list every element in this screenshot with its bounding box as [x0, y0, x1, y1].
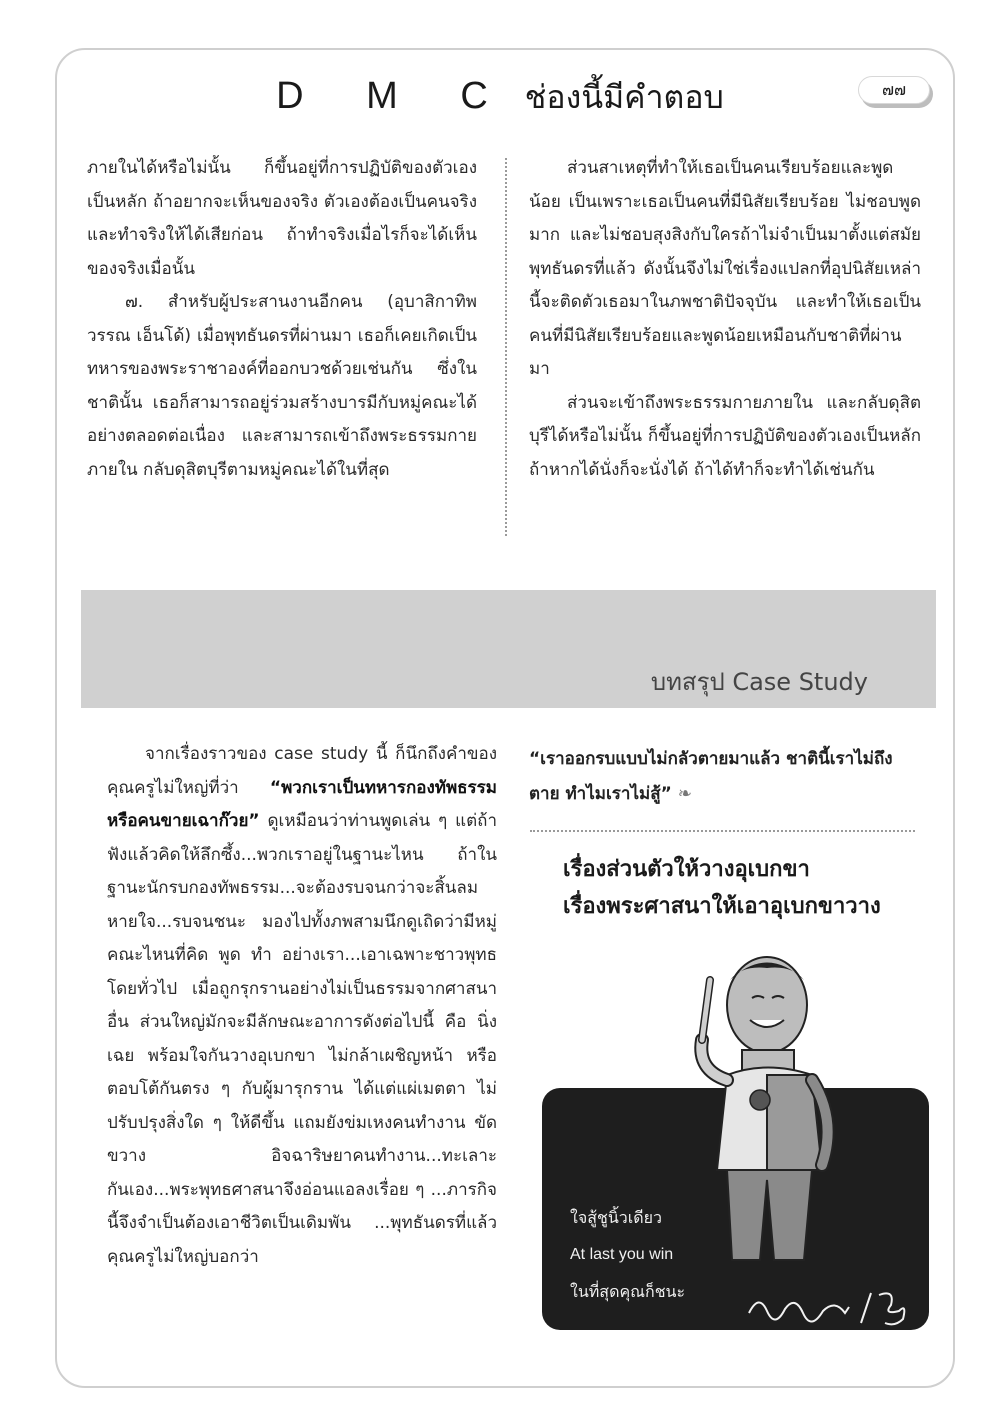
paragraph: ๗. สำหรับผู้ประสานงานอีกคน (อุบาสิกาทิพวรรณ เอ็นโด้) เมื่อพุทธันดรที่ผ่านมา เธอก็เคยเกิดเป็นทหารของพระราชาองค์ที่ออกบวชด้วยเช่นกัน ซึ่งในชาตินั้น เธอก็สามารถอยู่ร่วมสร้างบารมีกับหมู่คณะได้อย่างตลอดต่อเนื่อง และสามารถเข้าถึงพระธรรมกายภายใน กลับดุสิตบุรีตามหมู่คณะได้ในที่สุด: [87, 292, 477, 480]
pull-quote: [529, 742, 919, 812]
caption-line: At last you win: [570, 1246, 674, 1263]
maxim: [563, 851, 881, 925]
maxim-line: เรื่องส่วนตัวให้วางอุเบกขา: [563, 857, 810, 882]
signature-image: [745, 1283, 915, 1337]
paragraph: ส่วนสาเหตุที่ทำให้เธอเป็นคนเรียบร้อยและพูดน้อย เป็นเพราะเธอเป็นคนที่มีนิสัยเรียบร้อย ไม่ชอบพูดมาก และไม่ชอบสุงสิงกับใครถ้าไม่จำเป็นมาตั้งแต่สมัยพุทธันดรที่แล้ว ดังนั้นจึงไม่ใช่เรื่องแปลกที่อุปนิสัยเหล่านี้จะติดตัวเธอมาในภพชาติปัจจุบัน และทำให้เธอเป็นคนที่มีนิสัยเรียบร้อยและพูดน้อยเหมือนกับชาติที่ผ่านมา: [529, 158, 921, 379]
leaf-icon: ❧: [677, 784, 692, 804]
intro-text: จากเรื่องราวของ case study นี้ ก็นึกถึงคำของคุณครูไม่ใหญ่ที่ว่า: [107, 744, 497, 798]
title-thai: ช่องนี้มีคำตอบ: [524, 78, 724, 116]
top-left-column: [87, 152, 477, 487]
case-study-column: [107, 738, 497, 1274]
caption-line: ในที่สุดคุณก็ชนะ: [570, 1282, 686, 1301]
paragraph: ภายในได้หรือไม่นั้น ก็ขึ้นอยู่ที่การปฏิบัติของตัวเองเป็นหลัก ถ้าอยากจะเห็นของจริง ตัวเองต้องเป็นคนจริงและทำจริงให้ได้เสียก่อน ถ้าทำจริงเมื่อไรก็จะได้เห็นของจริงเมื่อนั้น: [87, 158, 477, 279]
column-divider: [505, 158, 507, 536]
cartoon-figure-illustration: [672, 950, 892, 1270]
maxim-line: เรื่องพระศาสนาให้เอาอุเบกขาวาง: [563, 894, 881, 919]
section-title: บทสรุป Case Study: [650, 668, 868, 696]
quote-text: “เราออกรบแบบไม่กลัวตายมาแล้ว ชาตินี้เราไม่ถึงตาย ทำไมเราไม่สู้”: [529, 749, 893, 804]
page-title: [0, 72, 1000, 123]
title-latin: D M C: [276, 75, 514, 117]
section-banner: [81, 590, 936, 708]
quote-divider: [530, 830, 915, 832]
paragraph: [107, 738, 497, 1274]
bold-quote: “พวกเราเป็นทหารกองทัพธรรม หรือคนขายเฉาก๊วย”: [107, 777, 497, 831]
caption-line: ใจสู้ชูนิ้วเดียว: [570, 1208, 662, 1227]
page-number: ๗๗: [858, 76, 930, 104]
body-text: ดูเหมือนว่าท่านพูดเล่น ๆ แต่ถ้าฟังแล้วคิดให้ลึกซึ้ง...พวกเราอยู่ในฐานะไหน ถ้าในฐานะนักรบกองทัพธรรม...จะต้องรบจนกว่าจะสิ้นลมหายใจ...รบจนชนะ มองไปทั้งภพสามนึกดูเถิดว่ามีหมู่คณะไหนที่คิด พูด ทำ อย่างเรา...เอาเฉพาะชาวพุทธโดยทั่วไป เมื่อถูกรุกรานอย่างไม่เป็นธรรมจากศาสนาอื่น ส่วนใหญ่มักจะมีลักษณะอาการดังต่อไปนี้ คือ นิ่งเฉย พร้อมใจกันวางอุเบกขา ไม่กล้าเผชิญหน้า หรือตอบโต้กันตรง ๆ กับผู้มารุกราน ได้แต่แผ่เมตตา ไม่ปรับปรุงสิ่งใด ๆ ให้ดีขึ้น แถมยังข่มเหงคนทำงาน ขัดขวาง อิจฉาริษยาคนทำงาน...ทะเลาะกันเอง...พระพุทธศาสนาจึงอ่อนแอลงเรื่อย ๆ ...ภารกิจนี้จึงจำเป็นต้องเอาชีวิตเป็นเดิมพัน ...พุทธันดรที่แล้วคุณครูไม่ใหญ่บอกว่า: [107, 811, 497, 1267]
paragraph: ส่วนจะเข้าถึงพระธรรมกายภายใน และกลับดุสิตบุรีได้หรือไม่นั้น ก็ขึ้นอยู่ที่การปฏิบัติของตัวเองเป็นหลัก ถ้าหากได้นั่งก็จะนั่งได้ ถ้าได้ทำก็จะทำได้เช่นกัน: [529, 392, 921, 480]
top-right-column: [529, 152, 921, 487]
